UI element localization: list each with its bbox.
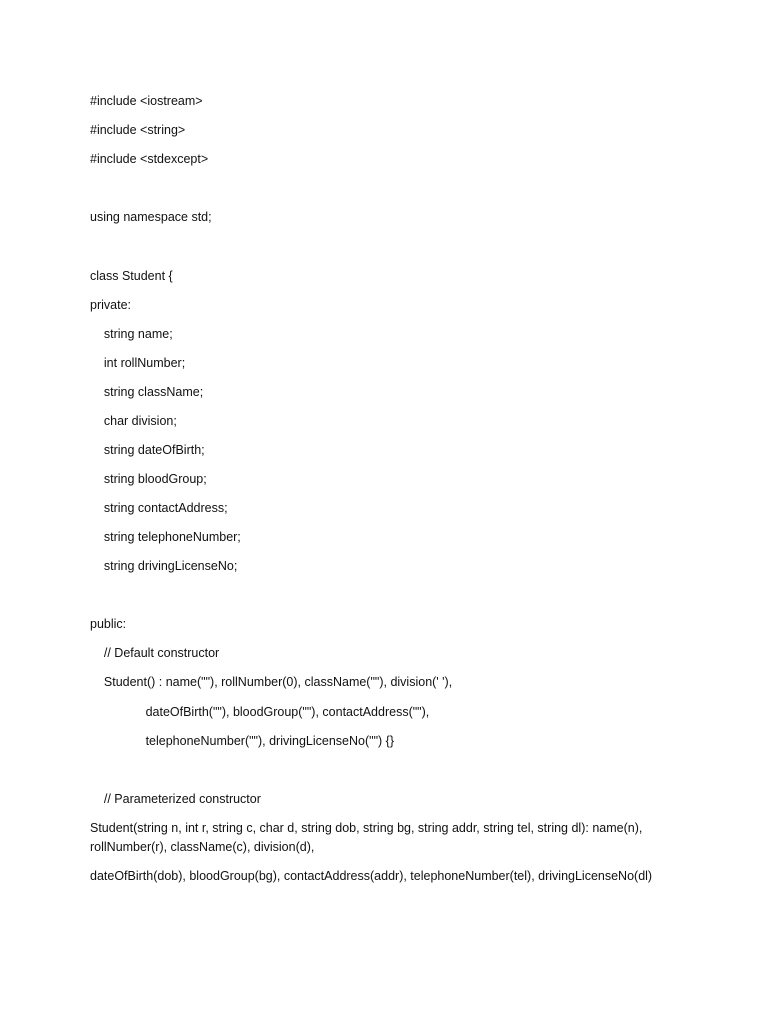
code-line-member-bloodgroup: string bloodGroup; xyxy=(90,472,207,486)
code-line-default-constructor-2: dateOfBirth(""), bloodGroup(""), contactAddress(""), xyxy=(90,705,430,719)
code-line-member-contactaddress: string contactAddress; xyxy=(90,501,228,515)
code-line-member-rollnumber: int rollNumber; xyxy=(90,356,186,370)
code-line-using-namespace: using namespace std; xyxy=(90,210,212,224)
code-line-member-classname: string className; xyxy=(90,385,204,399)
code-line-include-iostream: #include <iostream> xyxy=(90,94,203,108)
code-line-member-telephonenumber: string telephoneNumber; xyxy=(90,530,241,544)
code-line-member-division: char division; xyxy=(90,414,177,428)
code-line-parameterized-constructor-1: Student(string n, int r, string c, char d, string dob, string bg, string addr, string tel, string dl): name(n), rollNumber(r), className(c), division(d), xyxy=(90,821,643,854)
code-line-include-string: #include <string> xyxy=(90,123,186,137)
code-line-public-label: public: xyxy=(90,617,127,631)
code-line-parameterized-constructor-comment: // Parameterized constructor xyxy=(90,792,261,806)
code-line-member-name: string name; xyxy=(90,327,173,341)
code-line-class-declaration: class Student { xyxy=(90,269,173,283)
code-line-default-constructor-comment: // Default constructor xyxy=(90,646,220,660)
code-line-member-dateofbirth: string dateOfBirth; xyxy=(90,443,205,457)
code-line-private-label: private: xyxy=(90,298,131,312)
code-line-member-drivinglicenseno: string drivingLicenseNo; xyxy=(90,559,238,573)
code-line-include-stdexcept: #include <stdexcept> xyxy=(90,152,209,166)
code-line-parameterized-constructor-2: dateOfBirth(dob), bloodGroup(bg), contactAddress(addr), telephoneNumber(tel), drivingLicenseNo(dl) xyxy=(90,869,653,883)
code-line-default-constructor-3: telephoneNumber(""), drivingLicenseNo("") {} xyxy=(90,734,394,748)
code-line-default-constructor-1: Student() : name(""), rollNumber(0), className(""), division(' '), xyxy=(90,675,453,689)
